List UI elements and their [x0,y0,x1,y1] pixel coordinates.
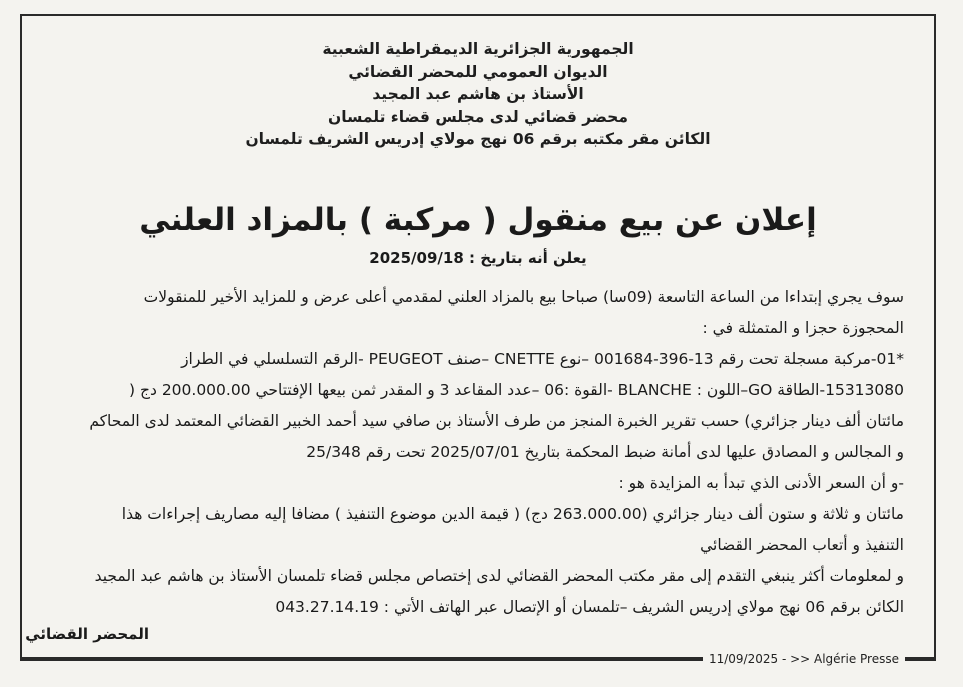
header-republic: الجمهورية الجزائرية الديمقراطية الشعبية [322,40,634,58]
signature: المحضر القضائي [25,625,149,643]
body-line: و المجالس و المصادق عليها لدى أمانة ضبط المحكمة بتاريخ 2025/07/01 تحت رقم 25/348 [306,443,904,461]
announcement-body [48,282,904,623]
header-address: الكائن مقر مكتبه برقم 06 نهج مولاي إدريس الشريف تلمسان [245,130,711,148]
body-line: *01-مركبة مسجلة تحت رقم 13-396-001684 –نوع CNETTE –صنف PEUGEOT -الرقم التسلسلي في الطراز [181,350,904,368]
body-line: -و أن السعر الأدنى الذي تبدأ به المزايدة هو : [618,474,904,492]
body-line: 15313080-الطاقة GO–اللون : BLANCHE -القوة :06 –عدد المقاعد 3 و المقدر ثمن بيعها الإفتتاحي 200.000.00 دج ( [129,381,904,399]
body-line: الكائن برقم 06 نهج مولاي إدريس الشريف –تلمسان أو الإتصال عبر الهاتف الأتي : 043.27.14.19 [275,598,904,616]
header-office: الديوان العمومي للمحضر القضائي [348,62,608,81]
announcement-frame [20,14,936,659]
announcement-date: يعلن أنه بتاريخ : 2025/09/18 [369,249,587,267]
announcement-title: إعلان عن بيع منقول ( مركبة ) بالمزاد العلني [139,202,817,238]
body-line: و لمعلومات أكثر ينبغي التقدم إلى مقر مكتب المحضر القضائي لدى إختصاص مجلس قضاء تلمسان الأستاذ بن هاشم عبد المجيد [94,567,904,585]
body-line: التنفيذ و أتعاب المحضر القضائي [700,536,904,554]
body-line: المحجوزة حجزا و المتمثلة في : [702,319,904,337]
header-block [22,38,934,151]
header-bailiff-court: محضر قضائي لدى مجلس قضاء تلمسان [328,107,628,126]
source-credit: 11/09/2025 - >> Algérie Presse [703,652,905,666]
body-line: مائتان و ثلاثة و ستون ألف دينار جزائري (263.000.00 دج) ( قيمة الدين موضوع التنفيذ ) مضافا إليه مصاريف إجراءات هذا [121,505,904,523]
body-line: مائتان ألف دينار جزائري) حسب تقرير الخبرة المنجز من طرف الأستاذ بن صافي سيد أحمد الخبير القضائي المعتمد لدى المحاكم [89,412,904,430]
header-bailiff-name: الأستاذ بن هاشم عبد المجيد [372,85,584,103]
body-line: سوف يجري إبتداءا من الساعة التاسعة (09سا) صباحا بيع بالمزاد العلني لمقدمي أعلى عرض و للمزايد الأخير للمنقولات [143,288,904,306]
